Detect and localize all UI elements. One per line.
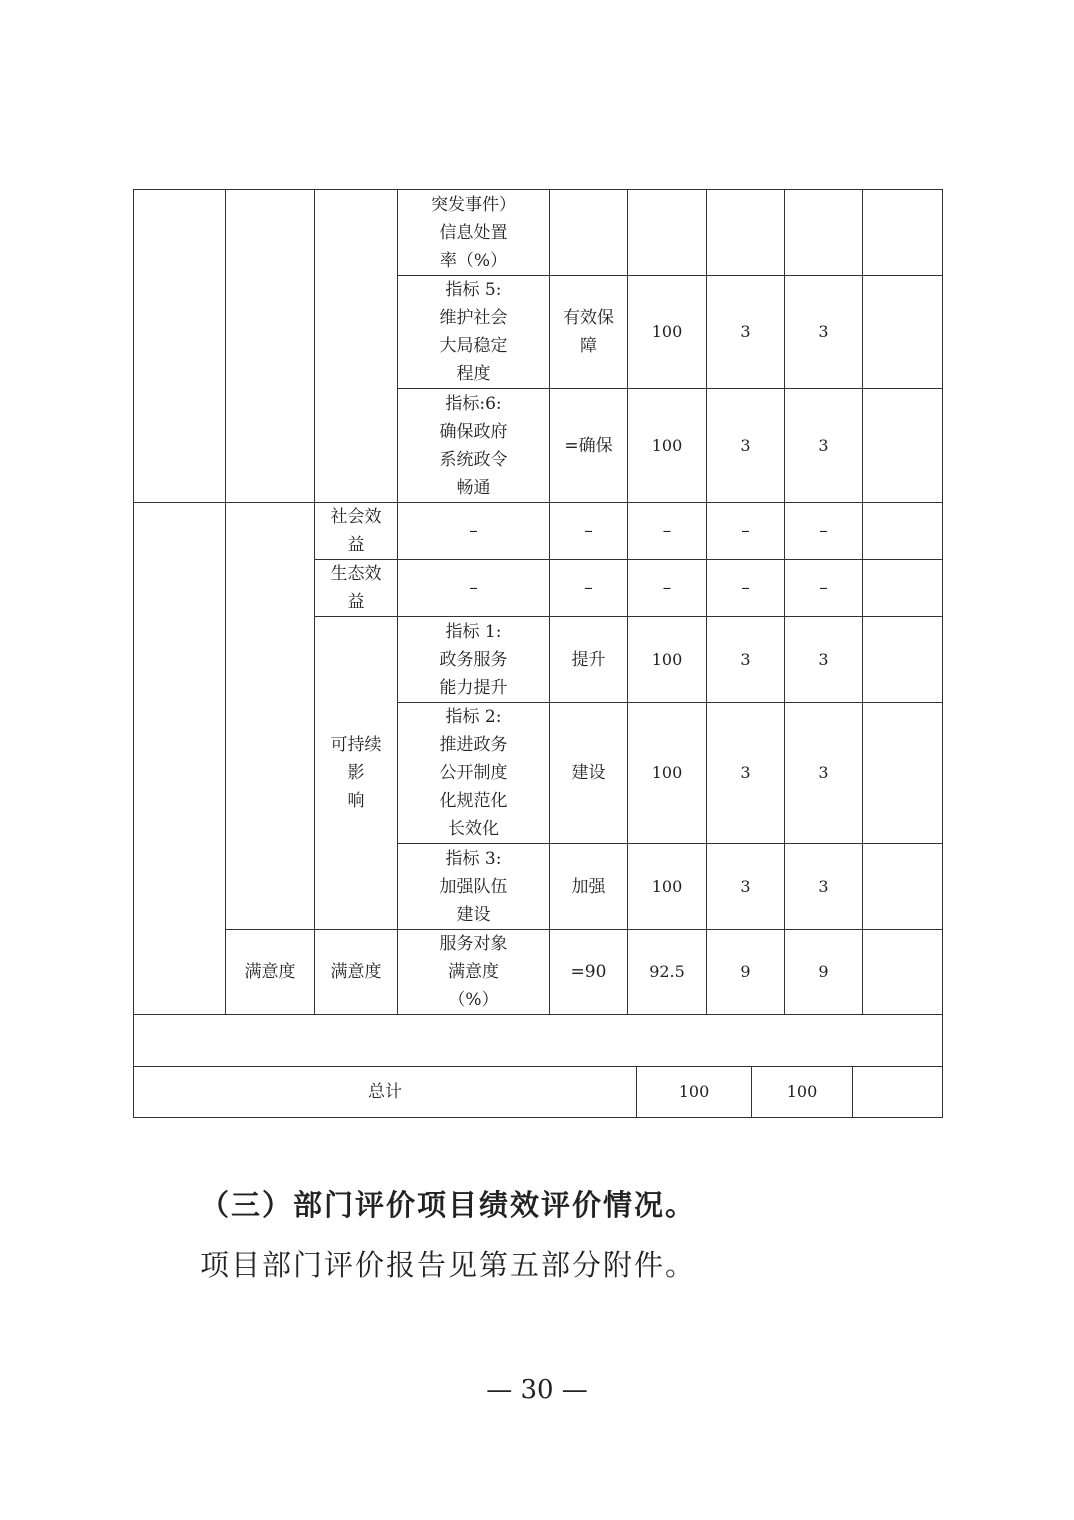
level2-cell: [226, 190, 315, 503]
score-cell: 3: [785, 617, 863, 703]
actual-cell: 92.5: [628, 930, 707, 1015]
actual-cell: 100: [628, 617, 707, 703]
total-score: 100: [752, 1067, 853, 1118]
indicator-cell: 突发事件） 信息处置 率（%）: [398, 190, 550, 276]
blank-row-cell: [134, 1015, 943, 1067]
level1-cell: [134, 190, 226, 503]
target-cell: 加强: [550, 844, 628, 930]
level2-cell: 满意度: [226, 930, 315, 1015]
section-heading: （三）部门评价项目绩效评价情况。: [200, 1188, 697, 1222]
indicator-table: [133, 189, 943, 1067]
target-cell: 提升: [550, 617, 628, 703]
level2-cell: [226, 503, 315, 930]
score-cell: 3: [785, 703, 863, 844]
actual-cell: 100: [628, 276, 707, 389]
actual-cell: 100: [628, 703, 707, 844]
target-cell: =90: [550, 930, 628, 1015]
target-cell: –: [550, 560, 628, 617]
note-cell: [863, 503, 943, 560]
total-row: [134, 1067, 943, 1118]
weight-cell: 3: [707, 703, 785, 844]
weight-cell: 3: [707, 617, 785, 703]
note-cell: [863, 276, 943, 389]
score-cell: 3: [785, 389, 863, 503]
weight-cell: 3: [707, 389, 785, 503]
score-cell: 9: [785, 930, 863, 1015]
actual-cell: –: [628, 560, 707, 617]
indicator-cell: 服务对象 满意度 （%）: [398, 930, 550, 1015]
weight-cell: 3: [707, 276, 785, 389]
level3-cell: [315, 190, 398, 503]
indicator-cell: 指标 1: 政务服务 能力提升: [398, 617, 550, 703]
total-weight: 100: [637, 1067, 752, 1118]
note-cell: [863, 389, 943, 503]
target-cell: [550, 190, 628, 276]
actual-cell: 100: [628, 844, 707, 930]
level3-cell: 社会效 益: [315, 503, 398, 560]
section-body: 项目部门评价报告见第五部分附件。: [200, 1248, 697, 1282]
target-cell: 有效保 障: [550, 276, 628, 389]
score-cell: [785, 190, 863, 276]
score-cell: 3: [785, 276, 863, 389]
score-cell: –: [785, 503, 863, 560]
note-cell: [863, 560, 943, 617]
note-cell: [863, 930, 943, 1015]
total-table: [133, 1067, 943, 1118]
target-cell: =确保: [550, 389, 628, 503]
indicator-cell: –: [398, 560, 550, 617]
total-note: [853, 1067, 943, 1118]
level3-cell: 生态效 益: [315, 560, 398, 617]
indicator-cell: 指标 5: 维护社会 大局稳定 程度: [398, 276, 550, 389]
note-cell: [863, 844, 943, 930]
indicator-cell: –: [398, 503, 550, 560]
target-cell: 建设: [550, 703, 628, 844]
total-label: 总计: [134, 1067, 637, 1118]
table-row: [134, 503, 943, 560]
indicator-cell: 指标 3: 加强队伍 建设: [398, 844, 550, 930]
performance-table: [133, 189, 942, 1118]
page-number: — 30 —: [486, 1375, 588, 1405]
table-row: [134, 930, 943, 1015]
actual-cell: [628, 190, 707, 276]
indicator-cell: 指标:6: 确保政府 系统政令 畅通: [398, 389, 550, 503]
note-cell: [863, 703, 943, 844]
weight-cell: –: [707, 560, 785, 617]
level3-cell: 可持续 影 响: [315, 617, 398, 930]
level3-cell: 满意度: [315, 930, 398, 1015]
note-cell: [863, 190, 943, 276]
score-cell: –: [785, 560, 863, 617]
weight-cell: [707, 190, 785, 276]
score-cell: 3: [785, 844, 863, 930]
indicator-cell: 指标 2: 推进政务 公开制度 化规范化 长效化: [398, 703, 550, 844]
table-row: [134, 1015, 943, 1067]
actual-cell: –: [628, 503, 707, 560]
level1-cell: [134, 503, 226, 1015]
note-cell: [863, 617, 943, 703]
weight-cell: 9: [707, 930, 785, 1015]
actual-cell: 100: [628, 389, 707, 503]
table-row: [134, 190, 943, 276]
target-cell: –: [550, 503, 628, 560]
weight-cell: –: [707, 503, 785, 560]
weight-cell: 3: [707, 844, 785, 930]
